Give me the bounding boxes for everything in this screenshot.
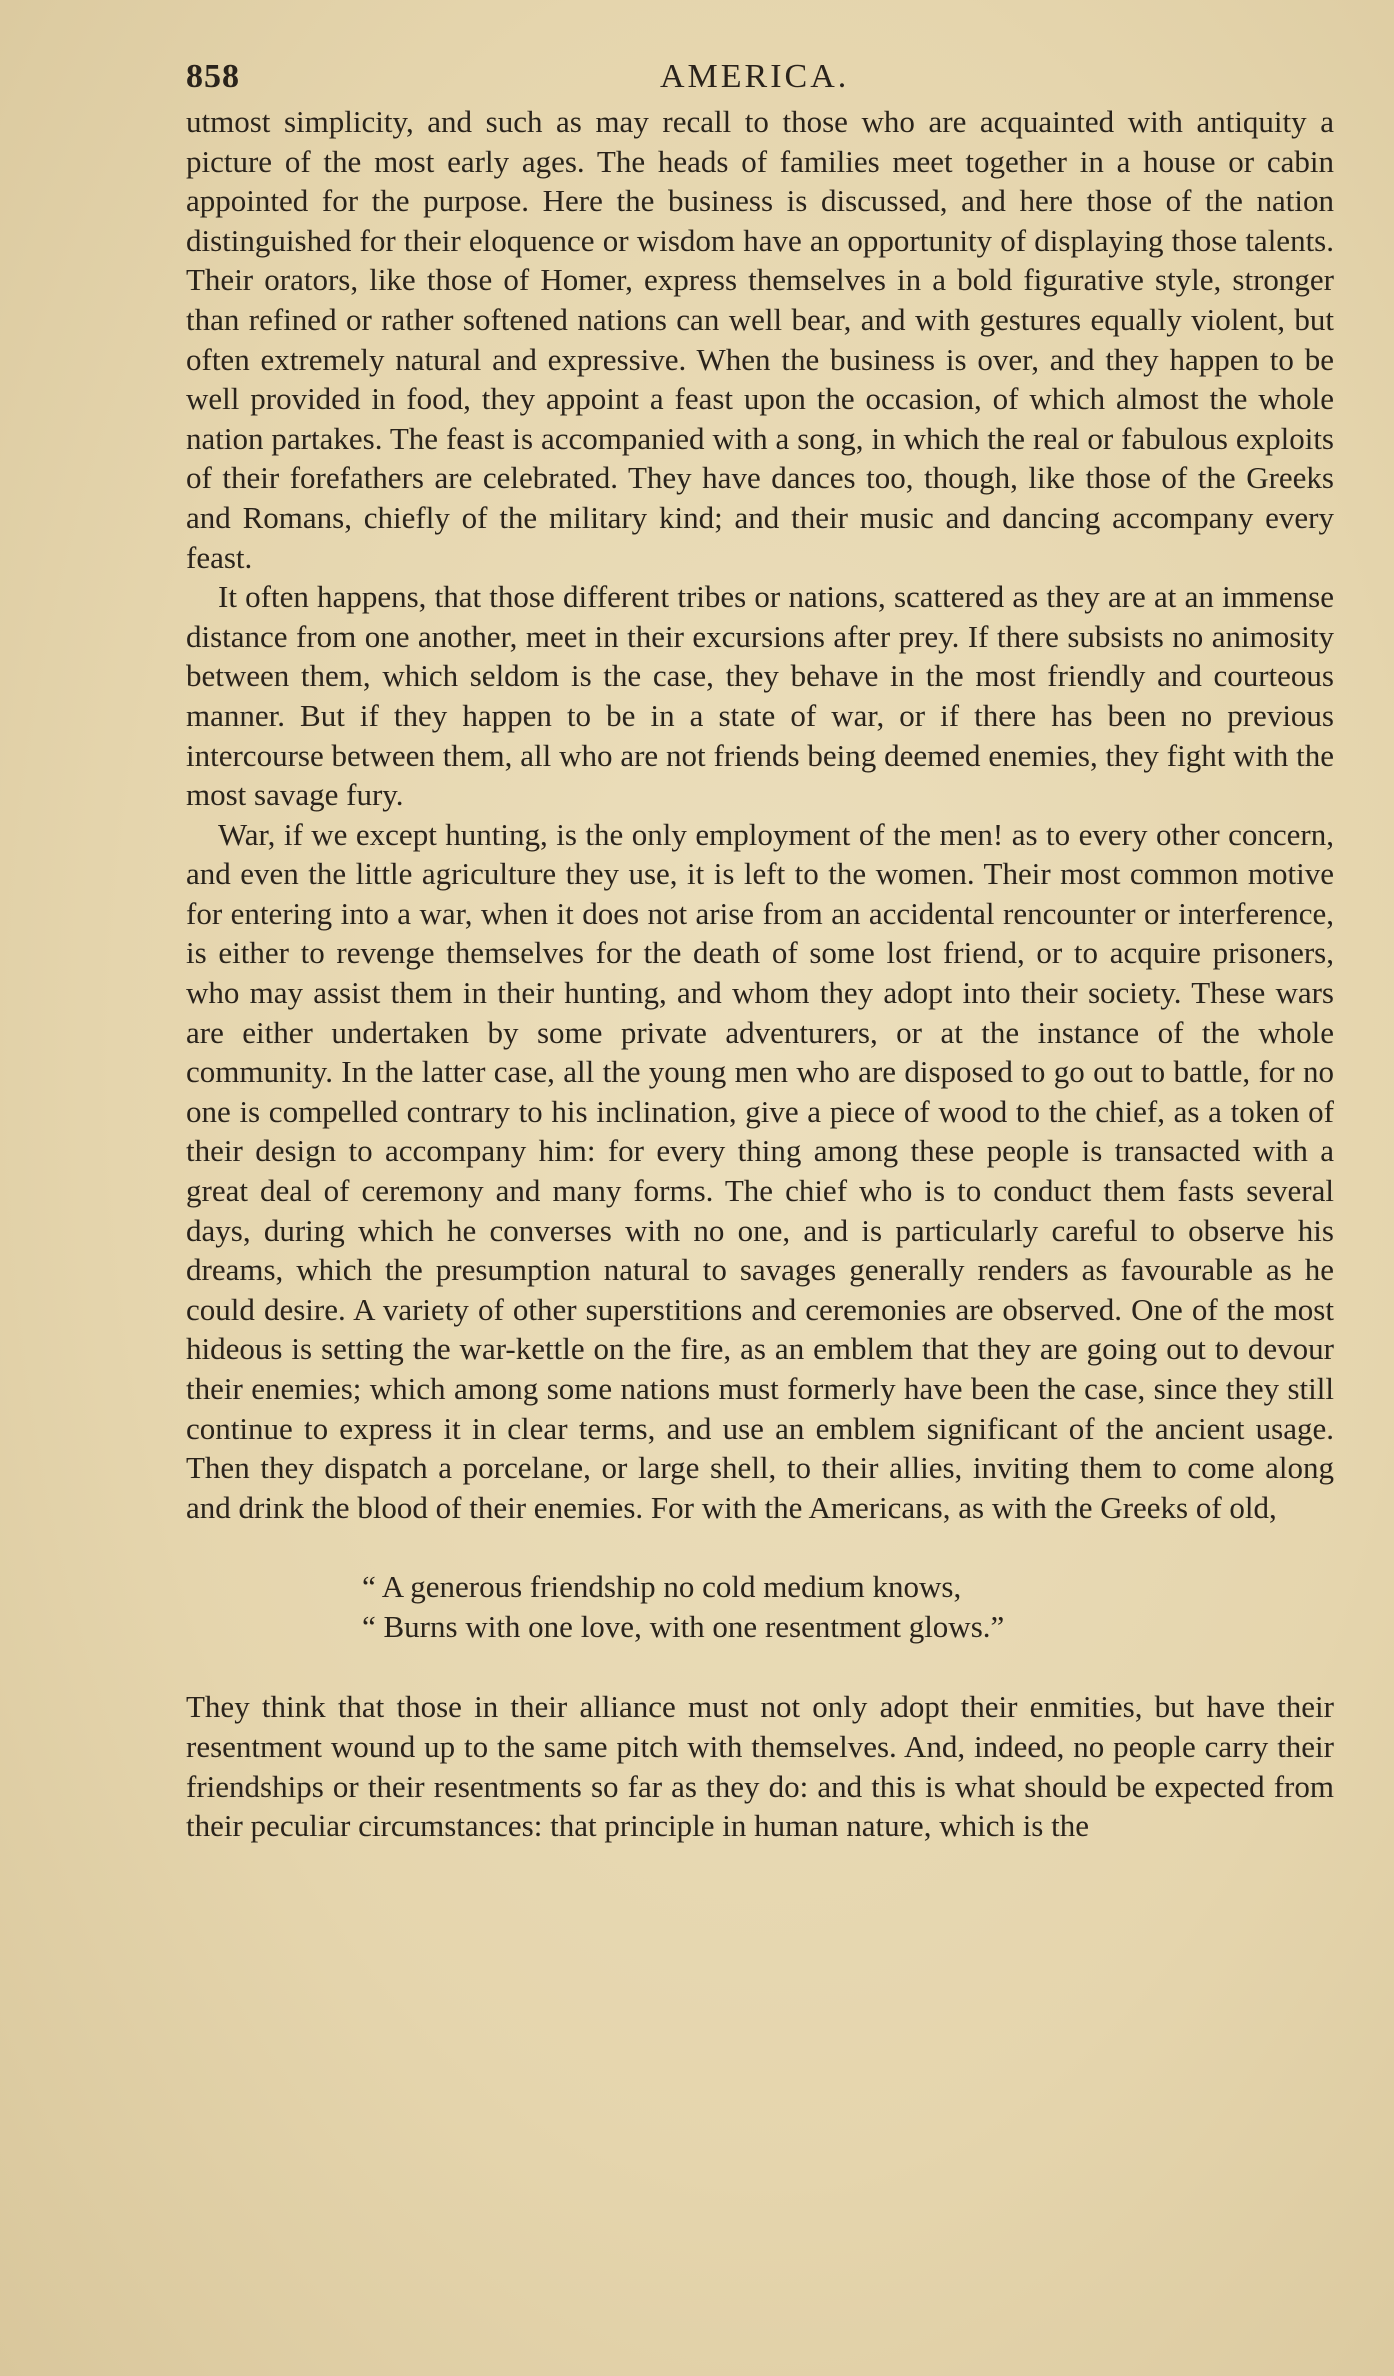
page-number: 858 — [186, 58, 240, 95]
paragraph-council: utmost simplicity, and such as may recall to those who are acquainted with antiquity a picture of the most early ages. The heads of families meet together in a house or cabin appointed for the purpose. Here the business is discussed, and here those of the nation distinguished for their eloquence or wisdom have an opportunity of displaying those talents. Their orators, like those of Homer, express themselves in a bold figurative style, stronger than refined or rather softened nations can well bear, and with gestures equally violent, but often extremely natural and expressive. When the business is over, and they happen to be well provided in food, they appoint a feast upon the occasion, of which almost the whole nation partakes. The feast is accompanied with a song, in which the real or fabulous exploits of their forefathers are celebrated. They have dances too, though, like those of the Greeks and Romans, chiefly of the military kind; and their music and dancing accompany every feast. — [186, 104, 1334, 575]
paragraph-war: War, if we except hunting, is the only employment of the men! as to every other concern, and even the little agriculture they use, it is left to the women. Their most common motive for entering into a war, when it does not arise from an accidental rencounter or interference, is either to revenge themselves for the death of some lost friend, or to acquire prisoners, who may assist them in their hunting, and whom they adopt into their society. These wars are either undertaken by some private adventurers, or at the instance of the whole community. In the latter case, all the young men who are disposed to go out to battle, for no one is compelled contrary to his inclination, give a piece of wood to the chief, as a token of their design to accompany him: for every thing among these people is transacted with a great deal of ceremony and many forms. The chief who is to conduct them fasts several days, during which he converses with no one, and is particularly careful to observe his dreams, which the presumption natural to savages generally renders as favourable as he could desire. A variety of other superstitions and ceremonies are observed. One of the most hideous is setting the war-kettle on the fire, as an emblem that they are going out to devour their enemies; which among some nations must formerly have been the case, since they still continue to express it in clear terms, and use an emblem significant of the ancient usage. Then they dispatch a porcelane, or large shell, to their allies, inviting them to come along and drink the blood of their enemies. For with the Americans, as with the Greeks of old, — [186, 816, 1334, 1525]
paragraph-alliances: They think that those in their alliance must not only adopt their enmities, but have their resentment wound up to the same pitch with themselves. And, indeed, no people carry their friendships or their resentments so far as they do: and this is what should be expected from their peculiar circumstances: that principle in human nature, which is the — [186, 1689, 1334, 1844]
body-text — [186, 102, 1334, 1846]
paragraph-tribes-meeting: It often happens, that those different tribes or nations, scattered as they are at an immense distance from one another, meet in their excursions after prey. If there subsists no animosity between them, which seldom is the case, they behave in the most friendly and courteous manner. But if they happen to be in a state of war, or if there has been no previous intercourse between them, all who are not friends being deemed enemies, they fight with the most savage fury. — [186, 579, 1334, 813]
verse-line: “ Burns with one love, with one resentment glows.” — [362, 1609, 1005, 1645]
verse-quotation — [362, 1567, 1334, 1647]
running-title: AMERICA. — [660, 58, 850, 95]
running-head — [186, 52, 1334, 102]
verse-line: “ A generous friendship no cold medium knows, — [362, 1569, 962, 1605]
